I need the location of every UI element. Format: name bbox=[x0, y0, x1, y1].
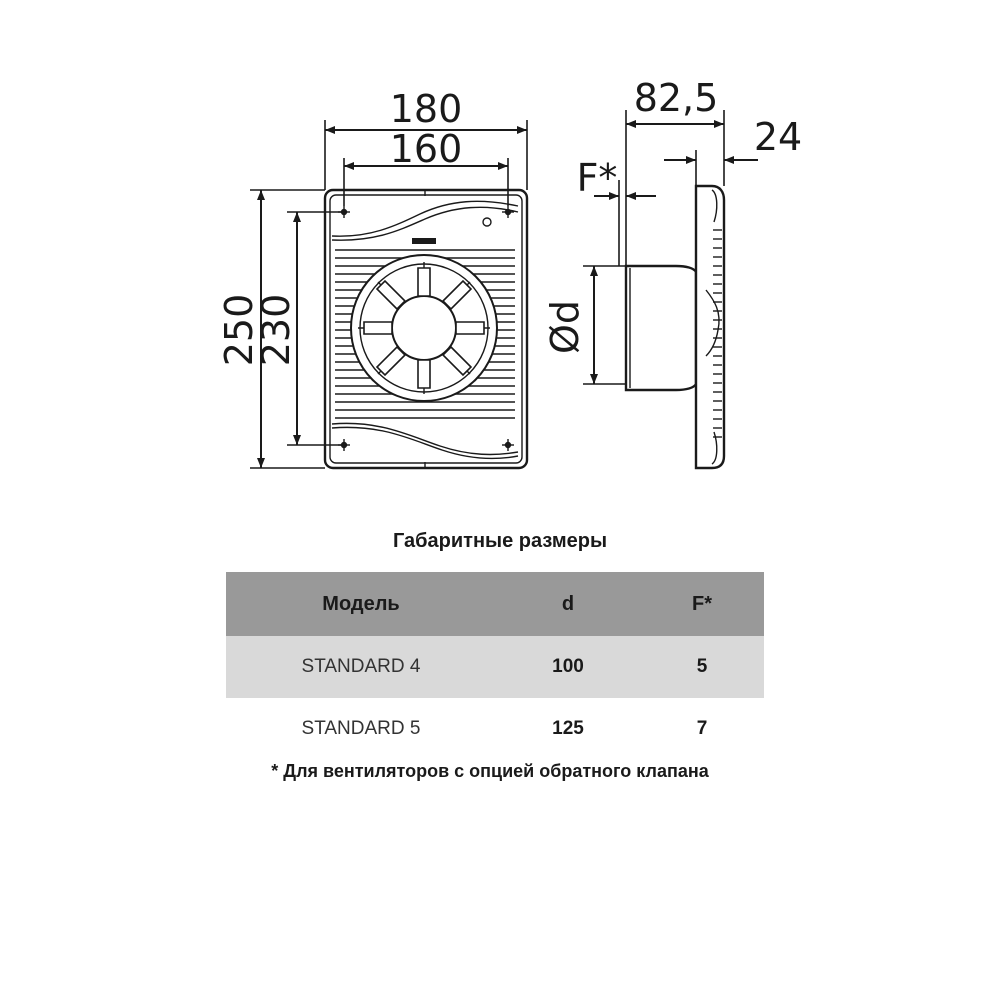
header-d: d bbox=[561, 592, 575, 615]
table-row bbox=[226, 636, 764, 698]
footnote: * Для вентиляторов с опцией обратного клапана bbox=[271, 761, 709, 781]
dim-width-inner: 160 bbox=[389, 127, 463, 171]
dim-duct-diameter: Ød bbox=[543, 299, 587, 355]
side-view bbox=[543, 76, 802, 468]
row-d: 125 bbox=[552, 718, 584, 739]
dim-width-outer: 180 bbox=[389, 87, 463, 131]
row-model: STANDARD 5 bbox=[301, 718, 421, 739]
front-view bbox=[217, 87, 527, 468]
table-header-row bbox=[226, 572, 764, 636]
row-d: 100 bbox=[552, 656, 584, 677]
fan-side-icon bbox=[626, 186, 724, 468]
dim-flange: F* bbox=[576, 156, 618, 200]
row-f: 5 bbox=[696, 656, 708, 677]
dim-panel-depth: 24 bbox=[753, 115, 803, 159]
header-f: F* bbox=[692, 592, 712, 615]
dimensions-table bbox=[226, 572, 764, 760]
dim-height-outer: 250 bbox=[217, 293, 261, 367]
row-f: 7 bbox=[696, 718, 708, 739]
dim-height-inner: 230 bbox=[254, 293, 298, 367]
row-model: STANDARD 4 bbox=[301, 656, 421, 677]
header-model: Модель bbox=[322, 592, 400, 615]
table-title: Габаритные размеры bbox=[392, 530, 608, 552]
table-row bbox=[226, 698, 764, 760]
dim-total-depth: 82,5 bbox=[633, 76, 719, 120]
